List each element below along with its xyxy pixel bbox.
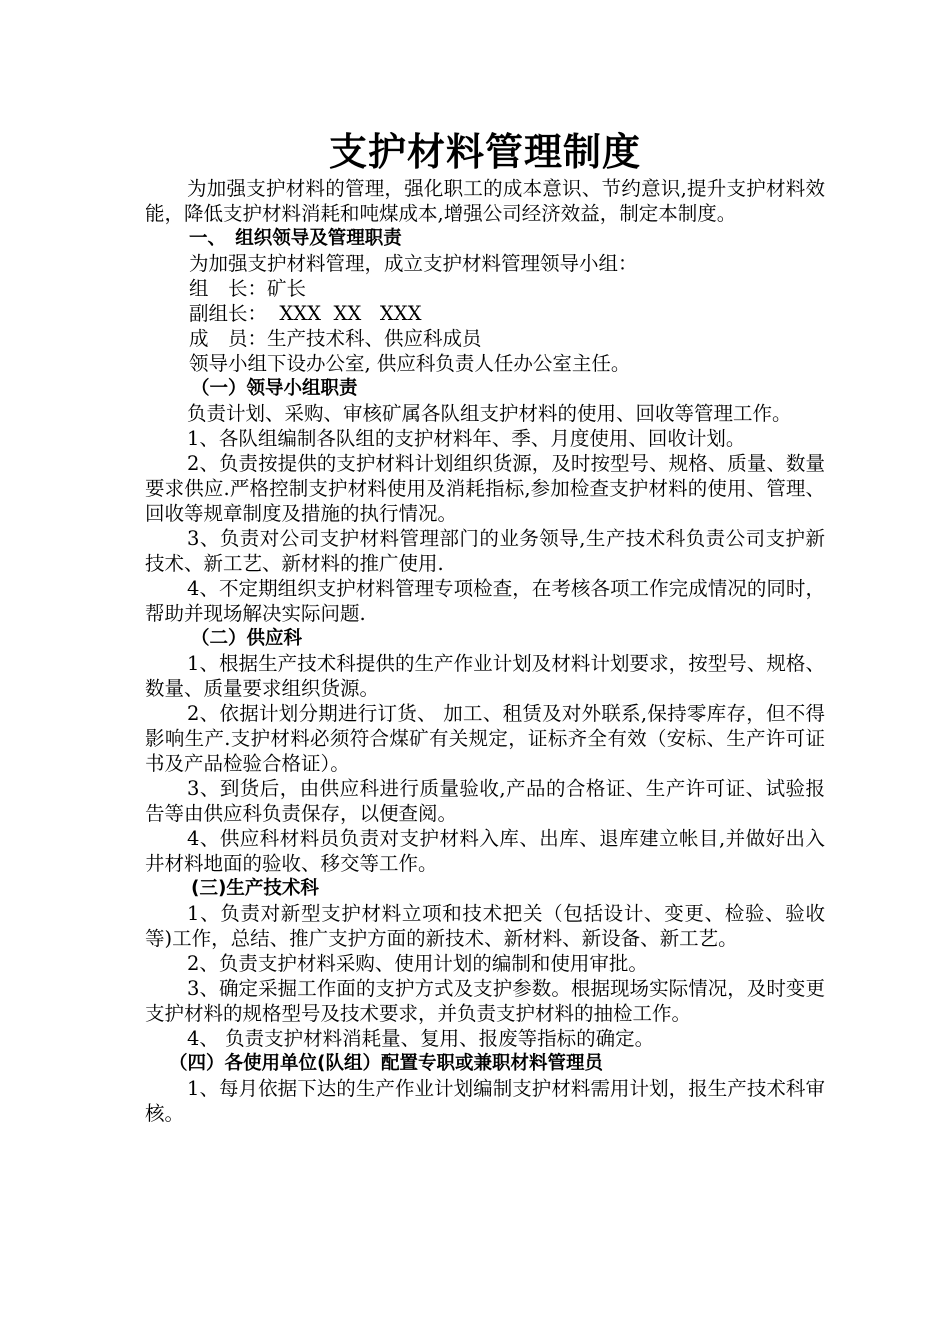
member-value: 矿长 xyxy=(267,277,307,300)
member-value: XXX XX XXX xyxy=(267,302,422,325)
subsection-heading: （四）各使用单位(队组）配置专职或兼职材料管理员 xyxy=(169,1053,603,1074)
paragraph: 3、确定采掘工作面的支护方式及支护参数。根据现场实际情况，及时变更支护材料的规格型号及技术要求，并负责支护材料的抽检工作。 xyxy=(145,977,825,1025)
member-role: 副组长： xyxy=(189,302,268,325)
member-role: 成 员： xyxy=(189,327,268,350)
intro-paragraph: 为加强支护材料的管理，强化职工的成本意识、节约意识,提升支护材料效能，降低支护材料消耗和吨煤成本,增强公司经济效益，制定本制度。 xyxy=(145,177,825,225)
section-heading: 一、 组织领导及管理职责 xyxy=(189,228,402,249)
member-row xyxy=(145,326,825,351)
subsection-heading: （二）供应科 xyxy=(191,628,303,649)
document-page xyxy=(145,128,825,1126)
paragraph: 负责计划、采购、审核矿属各队组支护材料的使用、回收等管理工作。 xyxy=(187,402,792,425)
paragraph: 3、到货后，由供应科进行质量验收,产品的合格证、生产许可证、试验报告等由供应科负责保存，以便查阅。 xyxy=(145,777,825,825)
paragraph: 4、供应科材料员负责对支护材料入库、出库、退库建立帐目,并做好出入井材料地面的验收、移交等工作。 xyxy=(145,827,825,875)
member-row xyxy=(145,276,825,301)
office-note: 领导小组下设办公室, 供应科负责人任办公室主任。 xyxy=(189,352,631,375)
paragraph: 2、负责支护材料采购、使用计划的编制和使用审批。 xyxy=(187,952,648,975)
section-lead: 为加强支护材料管理，成立支护材料管理领导小组： xyxy=(189,252,638,275)
member-row xyxy=(145,301,825,326)
page-title: 支护材料管理制度 xyxy=(328,130,641,174)
member-role: 组 长： xyxy=(189,277,268,300)
paragraph: 4、不定期组织支护材料管理专项检查，在考核各项工作完成情况的同时，帮助并现场解决实际问题. xyxy=(145,577,825,625)
subsection-heading: (三)生产技术科 xyxy=(191,878,319,899)
paragraph: 1、负责对新型支护材料立项和技术把关（包括设计、变更、检验、验收等)工作，总结、推广支护方面的新技术、新材料、新设备、新工艺。 xyxy=(145,902,825,950)
paragraph: 2、负责按提供的支护材料计划组织货源，及时按型号、规格、质量、数量要求供应.严格控制支护材料使用及消耗指标,参加检查支护材料的使用、管理、回收等规章制度及措施的执行情况。 xyxy=(145,452,825,525)
paragraph: 1、各队组编制各队组的支护材料年、季、月度使用、回收计划。 xyxy=(187,427,746,450)
member-value: 生产技术科、供应科成员 xyxy=(267,327,482,350)
paragraph: 3、负责对公司支护材料管理部门的业务领导,生产技术科负责公司支护新技术、新工艺、新材料的推广使用. xyxy=(145,527,825,575)
paragraph: 4、 负责支护材料消耗量、复用、报废等指标的确定。 xyxy=(187,1027,655,1050)
paragraph: 2、依据计划分期进行订货、 加工、租赁及对外联系,保持零库存，但不得影响生产.支护材料必须符合煤矿有关规定，证标齐全有效（安标、生产许可证书及产品检验合格证）。 xyxy=(145,702,825,775)
paragraph: 1、每月依据下达的生产作业计划编制支护材料需用计划，报生产技术科审核。 xyxy=(145,1077,825,1125)
subsection-heading: （一）领导小组职责 xyxy=(191,378,358,399)
paragraph: 1、根据生产技术科提供的生产作业计划及材料计划要求，按型号、规格、数量、质量要求组织货源。 xyxy=(145,652,825,700)
